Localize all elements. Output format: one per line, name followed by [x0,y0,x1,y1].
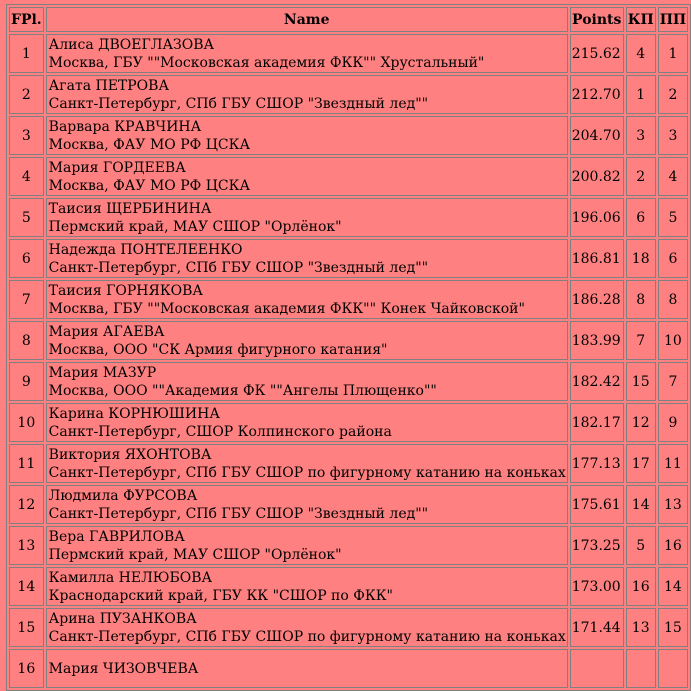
free-program-place-cell: 9 [658,403,688,442]
club-name: Санкт-Петербург, СПб ГБУ СШОР "Звездный лед"" [48,95,429,112]
name-cell [46,321,568,360]
points-cell: 182.42 [570,362,624,401]
name-cell [46,280,568,319]
club-name: Москва, ГБУ ""Московская академия ФКК"" Конек Чайковской" [48,300,525,317]
header-row [9,7,688,32]
place-cell: 7 [9,280,44,319]
athlete-name: Виктория ЯХОНТОВА [48,446,212,463]
header-place: FPl. [9,7,44,32]
short-program-place-cell: 12 [626,403,656,442]
short-program-place-cell: 17 [626,444,656,483]
table-row [9,157,688,196]
points-cell: 183.99 [570,321,624,360]
place-cell: 11 [9,444,44,483]
points-cell: 173.00 [570,567,624,606]
free-program-place-cell: 1 [658,34,688,73]
short-program-place-cell: 14 [626,485,656,524]
place-cell: 2 [9,75,44,114]
header-free-program: ПП [658,7,688,32]
name-cell [46,403,568,442]
athlete-name: Алиса ДВОЕГЛАЗОВА [48,36,215,53]
club-name: Пермский край, МАУ СШОР "Орлёнок" [48,218,342,235]
name-cell [46,485,568,524]
place-cell: 13 [9,526,44,565]
place-cell: 9 [9,362,44,401]
athlete-name: Арина ПУЗАНКОВА [48,610,197,627]
table-row [9,567,688,606]
athlete-name: Агата ПЕТРОВА [48,77,170,94]
place-cell: 1 [9,34,44,73]
header-short-program: КП [626,7,656,32]
athlete-name: Камилла НЕЛЮБОВА [48,569,213,586]
name-cell [46,444,568,483]
name-cell [46,34,568,73]
results-table [6,4,691,691]
free-program-place-cell: 10 [658,321,688,360]
table-row [9,198,688,237]
points-cell: 186.28 [570,280,624,319]
name-cell [46,75,568,114]
points-cell: 175.61 [570,485,624,524]
short-program-place-cell: 15 [626,362,656,401]
table-row [9,34,688,73]
table-row [9,321,688,360]
free-program-place-cell: 3 [658,116,688,155]
points-cell: 212.70 [570,75,624,114]
table-row [9,403,688,442]
club-name: Санкт-Петербург, СПб ГБУ СШОР по фигурному катанию на коньках [48,628,566,645]
name-cell [46,567,568,606]
name-cell [46,239,568,278]
club-name: Москва, ФАУ МО РФ ЦСКА [48,177,251,194]
place-cell: 16 [9,649,44,688]
club-name: Москва, ГБУ ""Московская академия ФКК"" Хрустальный" [48,54,485,71]
free-program-place-cell: 2 [658,75,688,114]
free-program-place-cell: 5 [658,198,688,237]
club-name: Санкт-Петербург, СПб ГБУ СШОР "Звездный лед"" [48,259,429,276]
short-program-place-cell: 2 [626,157,656,196]
place-cell: 5 [9,198,44,237]
table-row [9,116,688,155]
name-cell [46,649,568,688]
points-cell: 186.81 [570,239,624,278]
points-cell: 182.17 [570,403,624,442]
athlete-name: Таисия ГОРНЯКОВА [48,282,204,299]
free-program-place-cell: 4 [658,157,688,196]
club-name: Москва, ООО "СК Армия фигурного катания" [48,341,388,358]
points-cell: 200.82 [570,157,624,196]
short-program-place-cell: 18 [626,239,656,278]
athlete-name: Мария АГАЕВА [48,323,165,340]
points-cell: 204.70 [570,116,624,155]
athlete-name: Надежда ПОНТЕЛЕЕНКО [48,241,243,258]
place-cell: 4 [9,157,44,196]
free-program-place-cell: 8 [658,280,688,319]
short-program-place-cell: 3 [626,116,656,155]
short-program-place-cell: 7 [626,321,656,360]
athlete-name: Вера ГАВРИЛОВА [48,528,185,545]
free-program-place-cell: 14 [658,567,688,606]
short-program-place-cell: 8 [626,280,656,319]
free-program-place-cell: 16 [658,526,688,565]
club-name: Краснодарский край, ГБУ КК "СШОР по ФКК" [48,587,393,604]
table-row [9,526,688,565]
short-program-place-cell: 6 [626,198,656,237]
free-program-place-cell: 6 [658,239,688,278]
points-cell: 196.06 [570,198,624,237]
place-cell: 14 [9,567,44,606]
table-row [9,280,688,319]
points-cell [570,649,624,688]
free-program-place-cell: 13 [658,485,688,524]
athlete-name: Людмила ФУРСОВА [48,487,198,504]
place-cell: 15 [9,608,44,647]
name-cell [46,608,568,647]
points-cell: 215.62 [570,34,624,73]
name-cell [46,116,568,155]
table-row [9,239,688,278]
name-cell [46,198,568,237]
athlete-name: Варвара КРАВЧИНА [48,118,202,135]
club-name: Санкт-Петербург, СШОР Колпинского района [48,423,392,440]
place-cell: 6 [9,239,44,278]
header-points: Points [570,7,624,32]
short-program-place-cell: 1 [626,75,656,114]
place-cell: 10 [9,403,44,442]
points-cell: 171.44 [570,608,624,647]
table-row [9,485,688,524]
place-cell: 8 [9,321,44,360]
name-cell [46,526,568,565]
athlete-name: Таисия ЩЕРБИНИНА [48,200,212,217]
name-cell [46,157,568,196]
club-name: Москва, ФАУ МО РФ ЦСКА [48,136,251,153]
header-name: Name [46,7,568,32]
club-name: Санкт-Петербург, СПб ГБУ СШОР "Звездный лед"" [48,505,429,522]
short-program-place-cell: 5 [626,526,656,565]
free-program-place-cell: 11 [658,444,688,483]
name-cell [46,362,568,401]
place-cell: 3 [9,116,44,155]
table-row [9,362,688,401]
athlete-name: Мария ЧИЗОВЧЕВА [48,660,199,677]
free-program-place-cell [658,649,688,688]
athlete-name: Мария ГОРДЕЕВА [48,159,186,176]
club-name: Москва, ООО ""Академия ФК ""Ангелы Плющенко"" [48,382,437,399]
short-program-place-cell [626,649,656,688]
points-cell: 177.13 [570,444,624,483]
club-name: Санкт-Петербург, СПб ГБУ СШОР по фигурному катанию на коньках [48,464,566,481]
athlete-name: Мария МАЗУР [48,364,157,381]
points-cell: 173.25 [570,526,624,565]
place-cell: 12 [9,485,44,524]
athlete-name: Карина КОРНЮШИНА [48,405,220,422]
short-program-place-cell: 4 [626,34,656,73]
free-program-place-cell: 15 [658,608,688,647]
table-row [9,444,688,483]
short-program-place-cell: 16 [626,567,656,606]
table-row [9,75,688,114]
free-program-place-cell: 7 [658,362,688,401]
club-name: Пермский край, МАУ СШОР "Орлёнок" [48,546,342,563]
short-program-place-cell: 13 [626,608,656,647]
table-row [9,608,688,647]
table-row [9,649,688,688]
